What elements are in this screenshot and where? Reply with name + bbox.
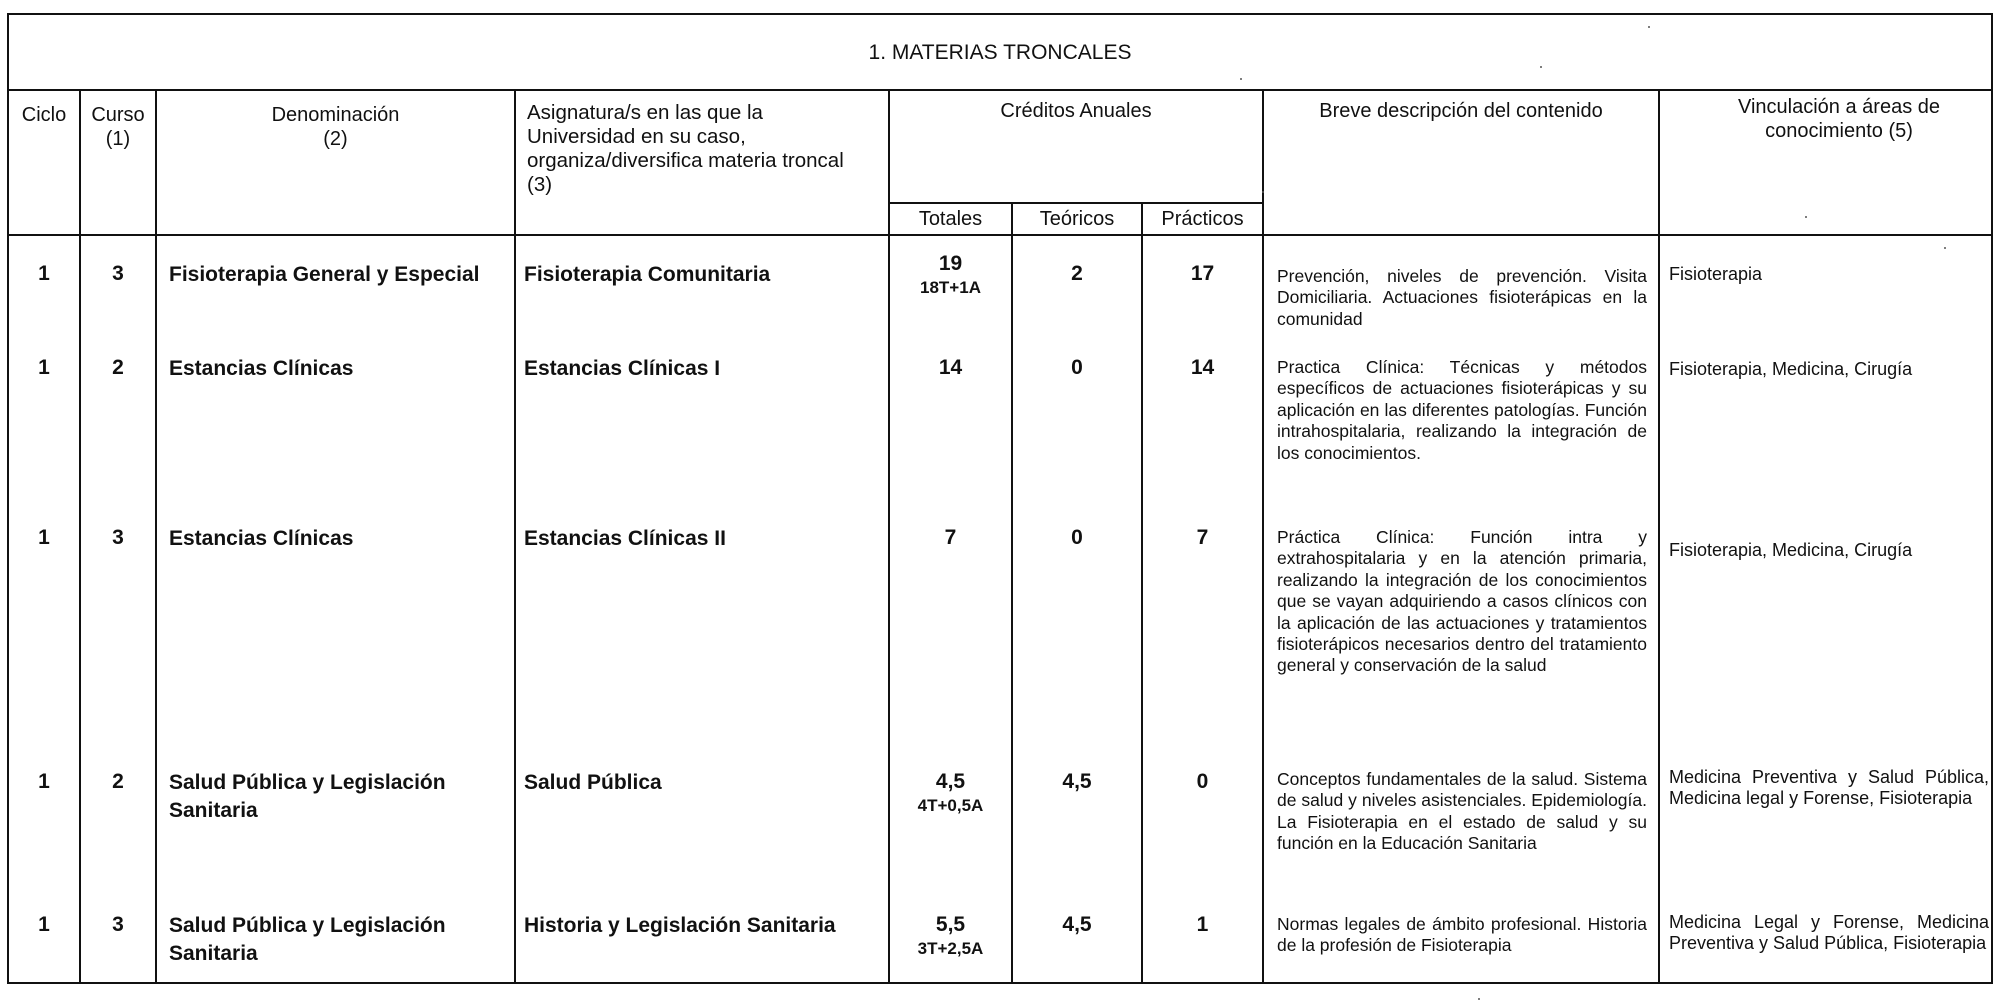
cell-vinculacion: Medicina Preventiva y Salud Pública, Medicina legal y Forense, Fisioterapia [1669, 767, 1989, 809]
header-asignatura: Asignatura/s en las que la Universidad en su caso, organiza/diversifica materia troncal (3) [527, 101, 844, 196]
cell-denominacion: Estancias Clínicas [169, 357, 354, 380]
cell-ciclo: 1 [38, 356, 50, 379]
cell-vinculacion: Fisioterapia, Medicina, Cirugía [1669, 540, 1913, 560]
cell-asignatura: Estancias Clínicas I [524, 357, 721, 380]
cell-descripcion: Práctica Clínica: Función intra y extrahospitalaria y en la atención primaria, realizando la integración de los conocimientos que se vayan adquiriendo a casos clínicos con la aplicación de las actuaciones y tratamientos fisioterápicos necesarios dentro del tratamiento general y conservación de la salud [1277, 527, 1647, 676]
cell-asignatura: Historia y Legislación Sanitaria [524, 914, 836, 937]
cell-totales-detail: 4T+0,5A [917, 796, 984, 815]
cell-descripcion: Normas legales de ámbito profesional. Historia de la profesión de Fisioterapia [1277, 914, 1647, 956]
cell-asignatura: Salud Pública [524, 771, 662, 794]
cell-teoricos: 0 [1071, 356, 1083, 379]
scan-speck [1262, 191, 1264, 193]
col-divider [514, 91, 516, 982]
cell-practicos: 7 [1196, 526, 1209, 549]
col-divider [1658, 91, 1660, 982]
table-title: 1. MATERIAS TRONCALES [9, 15, 1991, 91]
header-descripcion: Breve descripción del contenido [1319, 100, 1603, 122]
cell-denominacion: Estancias Clínicas [169, 527, 354, 550]
cell-totales-value: 5,5 [935, 913, 966, 936]
cell-vinculacion: Fisioterapia, Medicina, Cirugía [1669, 359, 1913, 379]
cell-descripcion: Conceptos fundamentales de la salud. Sistema de salud y niveles asistenciales. Epidemiología. La Fisioterapia en el estado de salud y su función en la Educación Sanitaria [1277, 769, 1647, 854]
cell-denominacion: Salud Pública y Legislación Sanitaria [169, 914, 446, 965]
header-ciclo: Ciclo [21, 104, 67, 126]
cell-ciclo: 1 [38, 526, 50, 549]
cell-totales [890, 251, 1011, 299]
header-denominacion [157, 103, 514, 151]
cell-totales: 14 [938, 356, 963, 379]
header-vinculacion: Vinculación a áreas de conocimiento (5) [1738, 96, 1940, 142]
cell-ciclo: 1 [38, 262, 50, 285]
col-divider [1011, 203, 1013, 982]
cell-practicos: 14 [1190, 356, 1215, 379]
cell-totales-detail: 3T+2,5A [917, 939, 984, 958]
col-divider [155, 91, 157, 982]
cell-totales-value: 19 [938, 252, 963, 275]
cell-denominacion: Fisioterapia General y Especial [169, 263, 480, 286]
header-divider [9, 234, 1991, 236]
row-divider [888, 202, 1262, 204]
cell-totales-value: 4,5 [935, 770, 966, 793]
cell-totales [890, 912, 1011, 960]
cell-ciclo: 1 [38, 770, 50, 793]
scan-speck [1944, 247, 1946, 249]
cell-curso: 2 [112, 356, 124, 379]
cell-descripcion: Prevención, niveles de prevención. Visita Domiciliaria. Actuaciones fisioterápicas en la comunidad [1277, 266, 1647, 329]
header-teoricos: Teóricos [1039, 208, 1115, 230]
cell-totales: 7 [944, 526, 957, 549]
cell-teoricos: 2 [1071, 262, 1083, 285]
header-curso [81, 103, 155, 151]
cell-vinculacion: Medicina Legal y Forense, Medicina Preventiva y Salud Pública, Fisioterapia [1669, 912, 1989, 954]
scan-speck [1540, 66, 1542, 68]
materias-troncales-table [7, 13, 1993, 984]
cell-practicos: 17 [1190, 262, 1215, 285]
header-totales: Totales [918, 208, 983, 230]
header-creditos: Créditos Anuales [1000, 100, 1152, 122]
cell-asignatura: Fisioterapia Comunitaria [524, 263, 771, 286]
scan-speck [1648, 26, 1650, 28]
cell-curso: 2 [112, 770, 124, 793]
cell-denominacion: Salud Pública y Legislación Sanitaria [169, 771, 446, 822]
col-divider [1141, 203, 1143, 982]
cell-curso: 3 [112, 913, 124, 936]
header-denominacion-label: Denominación [271, 104, 400, 126]
header-curso-note: (1) [105, 128, 131, 150]
cell-totales [890, 769, 1011, 817]
cell-practicos: 1 [1196, 913, 1209, 936]
cell-teoricos: 4,5 [1062, 913, 1092, 936]
cell-descripcion: Practica Clínica: Técnicas y métodos específicos de actuaciones fisioterápicas y su aplicación en las diferentes patologías. Función intrahospitalaria, realizando la integración de los conocimientos. [1277, 357, 1647, 463]
cell-asignatura: Estancias Clínicas II [524, 527, 726, 550]
cell-teoricos: 0 [1071, 526, 1083, 549]
header-denominacion-note: (2) [323, 128, 348, 150]
scan-speck [1478, 998, 1480, 1000]
cell-curso: 3 [112, 262, 124, 285]
col-divider [1262, 91, 1264, 982]
header-curso-label: Curso [91, 104, 145, 126]
header-practicos: Prácticos [1161, 208, 1244, 230]
cell-vinculacion: Fisioterapia [1669, 264, 1763, 284]
scan-speck [1805, 216, 1807, 218]
cell-curso: 3 [112, 526, 124, 549]
cell-totales-detail: 18T+1A [920, 278, 981, 297]
cell-ciclo: 1 [38, 913, 50, 936]
cell-teoricos: 4,5 [1062, 770, 1092, 793]
cell-practicos: 0 [1196, 770, 1209, 793]
scan-speck [1240, 78, 1242, 80]
